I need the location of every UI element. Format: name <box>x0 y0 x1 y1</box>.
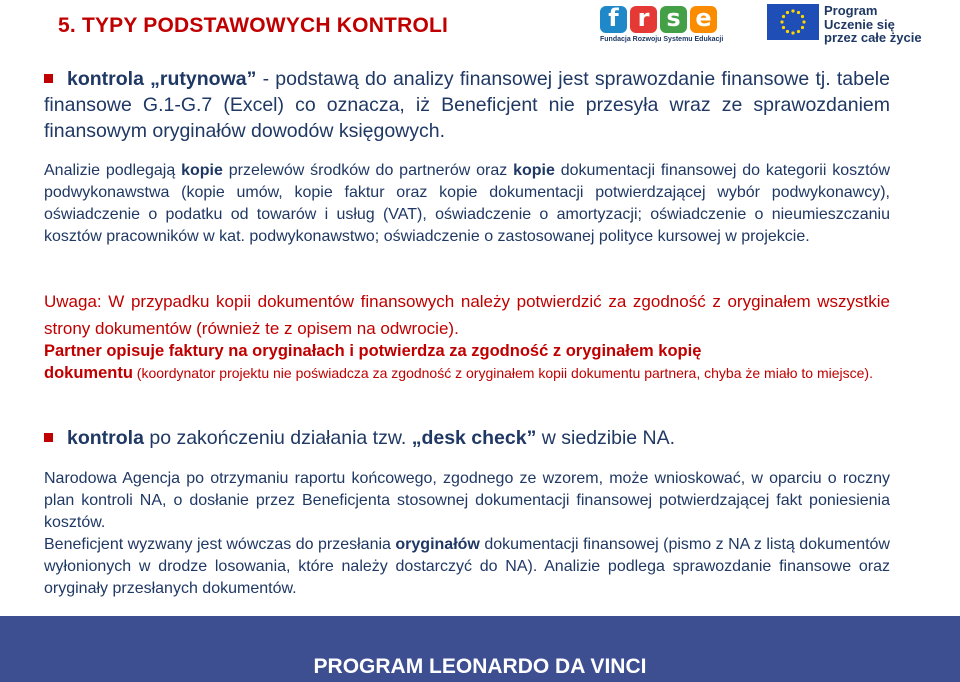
page-title: 5. TYPY PODSTAWOWYCH KONTROLI <box>58 14 449 37</box>
national-agency-paragraph <box>44 468 890 600</box>
warning-line-3 <box>44 362 890 384</box>
frse-letter-e: e <box>690 6 717 33</box>
desk-check-text-d: w siedzibie NA. <box>536 427 676 449</box>
eu-logo-line-2: Uczenie się <box>824 16 895 32</box>
desk-check-bold-kontrola: kontrola <box>67 427 144 449</box>
footer-program-name: PROGRAM LEONARDO DA VINCI <box>313 655 647 678</box>
bullet-desk-check <box>44 425 890 451</box>
frse-letter-r: r <box>630 6 657 33</box>
beneficiary-text <box>44 534 890 600</box>
beneficiary-text-d: dokumentacji finansowej (pismo z NA z listą dokumentów wyłonionych w drodze losowania, które należy dostarczyć do NA). Analizie podlega sprawozdanie finansowe oraz oryginały przesłanych dokumentów. <box>44 536 890 597</box>
desk-check-bold-label: „desk check” <box>411 427 537 449</box>
eu-logo-line-1: Program <box>824 3 878 18</box>
analysis-paragraph <box>44 160 890 248</box>
warning-bold-dokumentu: dokumentu <box>44 364 133 382</box>
frse-caption: Fundacja Rozwoju Systemu Edukacji <box>600 36 724 43</box>
analysis-text-a: Analizie podlegają <box>44 162 182 179</box>
bullet-square-icon <box>44 433 53 442</box>
warning-line-2: Partner opisuje faktury na oryginałach i potwierdza za zgodność z oryginałem kopię <box>44 342 702 360</box>
warning-rest: (koordynator projektu nie poświadcza za zgodność z oryginałem kopii dokumentu partnera, chyba że miało to miejsce). <box>132 365 873 381</box>
national-agency-text: Narodowa Agencja po otrzymaniu raportu końcowego, zgodnego ze wzorem, może wnioskować, w oparciu o roczny plan kontroli NA, o dosłanie przez Beneficjenta stosownej dokumentacji finansowej potwierdzającej fakt poniesienia kosztów. <box>44 470 890 531</box>
analysis-text-c: przelewów środków do partnerów oraz <box>222 162 514 179</box>
bullet-routine-strong: kontrola „rutynowa” <box>67 68 257 90</box>
analysis-text-e: dokumentacji finansowej do kategorii kosztów podwykonawstwa (kopie umów, kopie faktur oraz kopie dokumentacji potwierdzającej wybór podwykonawcy), oświadczenie o podatku od towarów i usług (VAT), oświadczenie o amortyzacji; oświadczenie o nieumieszczaniu kosztów pracowników w kat. podwykonawstwo; oświadczenie o zastosowanej polityce kursowej w projekcie. <box>44 162 891 245</box>
beneficiary-bold-originals: oryginałów <box>395 536 480 553</box>
frse-logo <box>600 4 724 48</box>
bullet-routine-text: - podstawą do analizy finansowej jest sprawozdanie finansowe tj. tabele finansowe G.1-G.7 (Excel) co oznacza, iż Beneficjent nie przesyła wraz ze sprawozdaniem finansowym oryginałów dowodów księgowych. <box>44 68 890 142</box>
analysis-bold-kopie-1: kopie <box>181 162 223 179</box>
desk-check-text-b: po zakończeniu działania tzw. <box>143 427 412 449</box>
eu-flag-icon <box>767 4 819 40</box>
analysis-bold-kopie-2: kopie <box>513 162 555 179</box>
beneficiary-text-b: Beneficjent wyzwany jest wówczas do przesłania <box>44 536 396 553</box>
frse-letter-s: s <box>660 6 687 33</box>
frse-letter-f: f <box>600 6 627 33</box>
eu-program-logo <box>767 4 947 48</box>
bullet-routine-control <box>44 66 890 144</box>
bullet-square-icon <box>44 74 53 83</box>
warning-line-1: Uwaga: W przypadku kopii dokumentów finansowych należy potwierdzić za zgodność z oryginałem wszystkie strony dokumentów (również te z opisem na odwrocie). <box>44 292 890 338</box>
eu-logo-line-3: przez całe życie <box>824 30 922 45</box>
